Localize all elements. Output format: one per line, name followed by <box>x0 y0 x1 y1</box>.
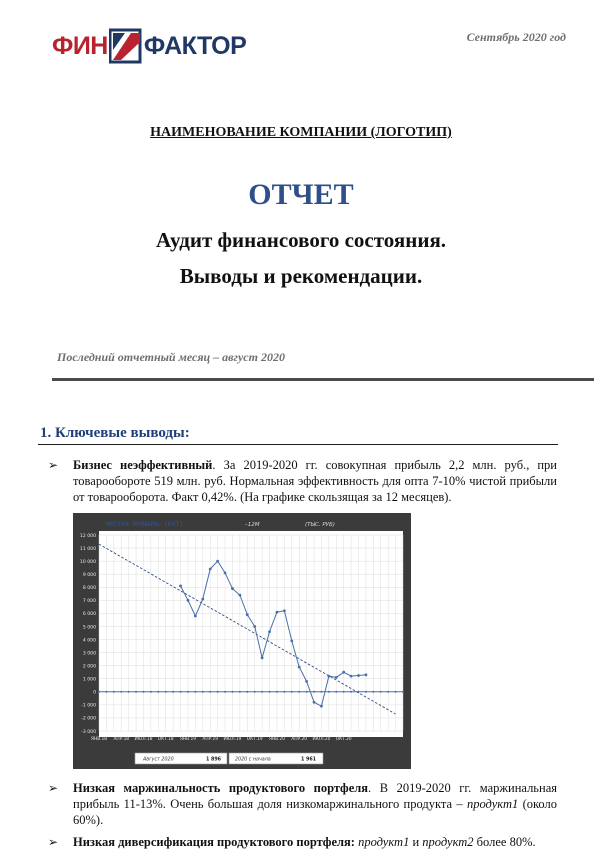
data-point <box>298 666 301 669</box>
zero-line-marker <box>261 691 263 693</box>
section-heading: 1. Ключевые выводы: <box>40 425 190 441</box>
x-tick-label: АПР.19 <box>202 737 219 742</box>
y-tick-label: 0 <box>93 690 96 696</box>
data-point <box>261 656 264 659</box>
y-tick-label: 2 000 <box>82 664 96 670</box>
x-tick-label: ОКТ.19 <box>246 737 263 742</box>
bullet-tail: (около 60%). <box>73 797 557 827</box>
x-tick-label: ЯНВ.19 <box>179 737 196 742</box>
zero-line-marker <box>150 691 152 693</box>
bullet-mid: и <box>409 835 423 849</box>
bullet-text: . За 2019-2020 гг. совокупная прибыль 2,2 млн. руб., при товарообороте 519 млн. руб. Нормальная эффективность для опта 7-10% чистой прибыли от товарооборота. Факт 0,42%. (На графике скользящая за 12 месяцев). <box>73 458 558 504</box>
legend-label: 2020 с начала <box>235 757 271 763</box>
data-point <box>216 560 219 563</box>
zero-line-marker <box>328 691 330 693</box>
bullet-paragraph <box>73 780 557 828</box>
data-point <box>342 671 345 674</box>
y-tick-label: 8 000 <box>82 586 96 592</box>
y-tick-label: 4 000 <box>82 638 96 644</box>
data-point <box>335 676 338 679</box>
x-tick-label: ИЮЛ.19 <box>223 737 242 742</box>
data-point <box>201 598 204 601</box>
data-point <box>179 585 182 588</box>
zero-line-marker <box>343 691 345 693</box>
zero-line-marker <box>372 691 374 693</box>
zero-line-marker <box>135 691 137 693</box>
data-point <box>365 673 368 676</box>
y-tick-label: -2 000 <box>81 716 96 722</box>
data-point <box>320 705 323 708</box>
data-point <box>253 625 256 628</box>
zero-line-marker <box>217 691 219 693</box>
legend-value: 1 961 <box>301 757 317 763</box>
header-divider <box>52 378 594 381</box>
chart-subtitle: –12М <box>245 522 260 528</box>
report-date: Сентябрь 2020 год <box>466 30 566 44</box>
zero-line-marker <box>269 691 271 693</box>
zero-line-marker <box>306 691 308 693</box>
y-tick-label: 1 000 <box>82 677 96 683</box>
x-tick-label: ЯНВ.20 <box>268 737 285 742</box>
net-profit-chart <box>73 513 411 769</box>
data-point <box>194 615 197 618</box>
data-point <box>224 571 227 574</box>
y-tick-label: -3 000 <box>81 729 96 735</box>
data-point <box>327 675 330 678</box>
data-point <box>305 680 308 683</box>
x-tick-label: ОКТ.20 <box>335 737 352 742</box>
data-point <box>313 701 316 704</box>
zero-line-marker <box>365 691 367 693</box>
reporting-period: Последний отчетный месяц – август 2020 <box>57 350 285 364</box>
zero-line-marker <box>387 691 389 693</box>
zero-line-marker <box>142 691 144 693</box>
brand-logo <box>52 26 246 66</box>
bullet-lead: Бизнес неэффективный <box>73 458 213 472</box>
zero-line-marker <box>335 691 337 693</box>
x-tick-label: ЯНВ.18 <box>91 737 107 742</box>
data-point <box>209 568 212 571</box>
zero-line-marker <box>276 691 278 693</box>
data-point <box>246 613 249 616</box>
zero-line-marker <box>298 691 300 693</box>
zero-line-marker <box>254 691 256 693</box>
bullet-italic: продукт1 <box>358 835 410 849</box>
zero-line-marker <box>105 691 107 693</box>
data-point <box>290 639 293 642</box>
report-title: ОТЧЕТ <box>248 178 354 211</box>
zero-line-marker <box>202 691 204 693</box>
legend-label: Август 2020 <box>143 757 174 763</box>
bullet-italic: продукт2 <box>422 835 474 849</box>
zero-line-marker <box>380 691 382 693</box>
zero-line-marker <box>128 691 130 693</box>
section-divider <box>38 444 558 445</box>
x-tick-label: ИЮЛ.18 <box>134 737 153 742</box>
bullet-arrow-icon: ➢ <box>48 781 59 795</box>
company-name-placeholder: НАИМЕНОВАНИЕ КОМПАНИИ (ЛОГОТИП) <box>150 125 452 140</box>
bullet-paragraph <box>73 457 557 505</box>
data-point <box>350 675 353 678</box>
y-tick-label: 7 000 <box>82 599 96 605</box>
report-subtitle-line1: Аудит финансового состояния. <box>155 228 447 252</box>
logo-mark-icon <box>109 28 143 64</box>
zero-line-marker <box>224 691 226 693</box>
zero-line-marker <box>291 691 293 693</box>
y-tick-label: 9 000 <box>82 573 96 578</box>
zero-line-marker <box>395 691 397 693</box>
data-point <box>276 611 279 614</box>
chart-canvas <box>73 513 411 769</box>
zero-line-marker <box>98 691 100 693</box>
bullet-tail: более 80%. <box>473 835 536 849</box>
zero-line-marker <box>239 691 241 693</box>
zero-line-marker <box>246 691 248 693</box>
zero-line-marker <box>194 691 196 693</box>
data-point <box>357 674 360 677</box>
data-point <box>238 594 241 597</box>
zero-line-marker <box>350 691 352 693</box>
chart-title: ЧИСТАЯ ПРИБЫЛЬ (EAT) <box>105 520 184 528</box>
zero-line-marker <box>313 691 315 693</box>
data-point <box>231 587 234 590</box>
bullet-lead: Низкая диверсификация продуктового портфеля: <box>73 835 355 849</box>
y-tick-label: 6 000 <box>82 612 96 618</box>
plot-area <box>99 531 403 737</box>
y-tick-label: 12 000 <box>79 533 96 539</box>
zero-line-marker <box>402 691 404 693</box>
bullet-lead: Низкая маржинальность продуктового портфеля <box>73 781 369 795</box>
zero-line-marker <box>113 691 115 693</box>
zero-line-marker <box>120 691 122 693</box>
y-tick-label: 11 000 <box>79 546 96 552</box>
y-tick-label: 3 000 <box>82 651 96 657</box>
data-point <box>283 609 286 612</box>
y-tick-label: 5 000 <box>82 625 96 631</box>
bullet-arrow-icon: ➢ <box>48 835 59 849</box>
zero-line-marker <box>165 691 167 693</box>
logo-fin-text: ФИН <box>52 31 108 60</box>
data-point <box>187 599 190 602</box>
zero-line-marker <box>180 691 182 693</box>
y-tick-label: 10 000 <box>79 559 96 565</box>
zero-line-marker <box>157 691 159 693</box>
x-tick-label: АПР.18 <box>113 737 130 742</box>
zero-line-marker <box>231 691 233 693</box>
zero-line-marker <box>320 691 322 693</box>
bullet-text: . В 2019-2020 гг. маржинальная прибыль 11-13%. Очень большая доля низкомаржинального продукта – <box>73 781 557 811</box>
report-subtitle-line2: Выводы и рекомендации. <box>179 264 423 288</box>
x-tick-label: ОКТ.18 <box>157 737 174 742</box>
data-point <box>268 630 271 633</box>
zero-line-marker <box>187 691 189 693</box>
zero-line-marker <box>283 691 285 693</box>
y-tick-label: -1 000 <box>81 703 96 709</box>
zero-line-marker <box>172 691 174 693</box>
chart-unit: (ТЫС. РУБ) <box>305 522 335 528</box>
bullet-italic: продукт1 <box>466 797 519 811</box>
logo-faktor-text: ФАКТОР <box>143 31 247 60</box>
bullet-arrow-icon: ➢ <box>48 458 59 472</box>
legend-value: 1 896 <box>206 757 222 763</box>
x-tick-label: ИЮЛ.20 <box>312 737 331 742</box>
bullet-paragraph <box>73 834 557 850</box>
x-tick-label: АПР.20 <box>291 737 307 742</box>
zero-line-marker <box>209 691 211 693</box>
